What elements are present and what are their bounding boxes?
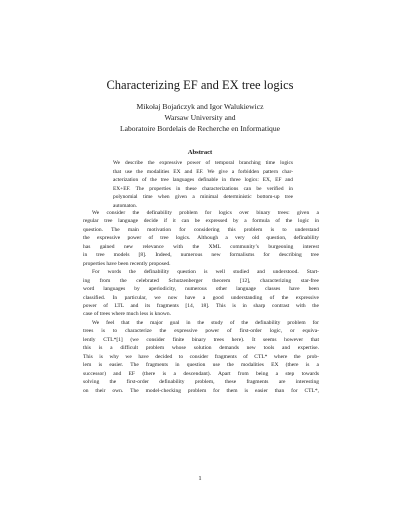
body-line: properties have been recently proposed. (83, 260, 171, 267)
page-number: 1 (198, 475, 202, 482)
body-line: We feel that the major goal in the study of the definability problem for (92, 319, 319, 326)
body-line: ing from the celebrated Schutzenberger theorem [12], characterizing star-free (83, 277, 319, 284)
affiliation-line-1: Warsaw University and (164, 113, 236, 122)
body-line: the expressive power of tree logics. Although a very old question, definability (83, 235, 319, 242)
body-line: solving the first-order definability problem, these fragments are interesting (83, 379, 319, 386)
body-line: trees is to characterize the expressive power of first-order logic, or equiva- (83, 328, 319, 335)
body-line: classified. In particular, we now have a good understanding of the expressive (83, 294, 319, 301)
abstract-text (113, 159, 293, 211)
abstract-line: polynomial time when given a minimal deterministic bottom-up tree (113, 194, 293, 201)
body-line: question. The main motivation for considering this problem is to understand (83, 226, 319, 233)
body-line: For words the definability question is well studied and understood. Start- (92, 269, 319, 276)
abstract-heading: Abstract (187, 149, 213, 156)
paper-title: Characterizing EF and EX tree logics (106, 78, 294, 92)
body-line: regular tree language decide if it can be expressed by a formula of the logic in (83, 218, 319, 225)
body-line: This is why we have decided to consider fragments of CTL* where the prob- (83, 353, 319, 360)
abstract-line: EX+EF. The properties in these characterizations can be verified in (113, 185, 293, 192)
author-names: Mikołaj Bojańczyk and Igor Walukiewicz (136, 102, 264, 111)
body-line: word languages by aperiodicity, numerous other language classes have been (83, 286, 319, 293)
abstract-line: acterization of the tree languages definable in three logics: EX, EF and (113, 177, 293, 184)
body-line: case of trees where much less is known. (83, 311, 171, 318)
abstract-line: We describe the expressive power of temporal branching time logics (113, 160, 293, 166)
body-line: in tree models [8]. Indeed, numerous new formalisms for describing tree (83, 252, 319, 259)
author-block (0, 101, 400, 134)
body-line: successor) and EF (there is a descendant). Apart from being a step towards (83, 370, 319, 377)
body-text (83, 209, 319, 395)
body-line: lently CTL*[1] (we consider finite binary trees here). It seems however that (83, 336, 319, 343)
body-line: this is a difficult problem whose solution demands new tools and expertise. (83, 345, 319, 352)
body-line: lem is easier. The fragments in question use the modalities EX (there is a (83, 362, 319, 369)
abstract-line: automaton. (113, 202, 138, 209)
body-line: has gained new relevance with the XML community’s burgeoning interest (83, 243, 319, 250)
affiliation-line-2: Laboratoire Bordelais de Recherche en Informatique (119, 124, 281, 133)
abstract-line: that use the modalities EX and EF. We give a forbidden pattern char- (113, 168, 293, 175)
body-line: power of LTL and its fragments [14, 18]. This is in sharp contrast with the (83, 302, 319, 309)
body-line: on their own. The model-checking problem for them is easier than for CTL*, (83, 387, 319, 394)
body-line: We consider the definability problem for logics over binary trees: given a (92, 210, 319, 216)
